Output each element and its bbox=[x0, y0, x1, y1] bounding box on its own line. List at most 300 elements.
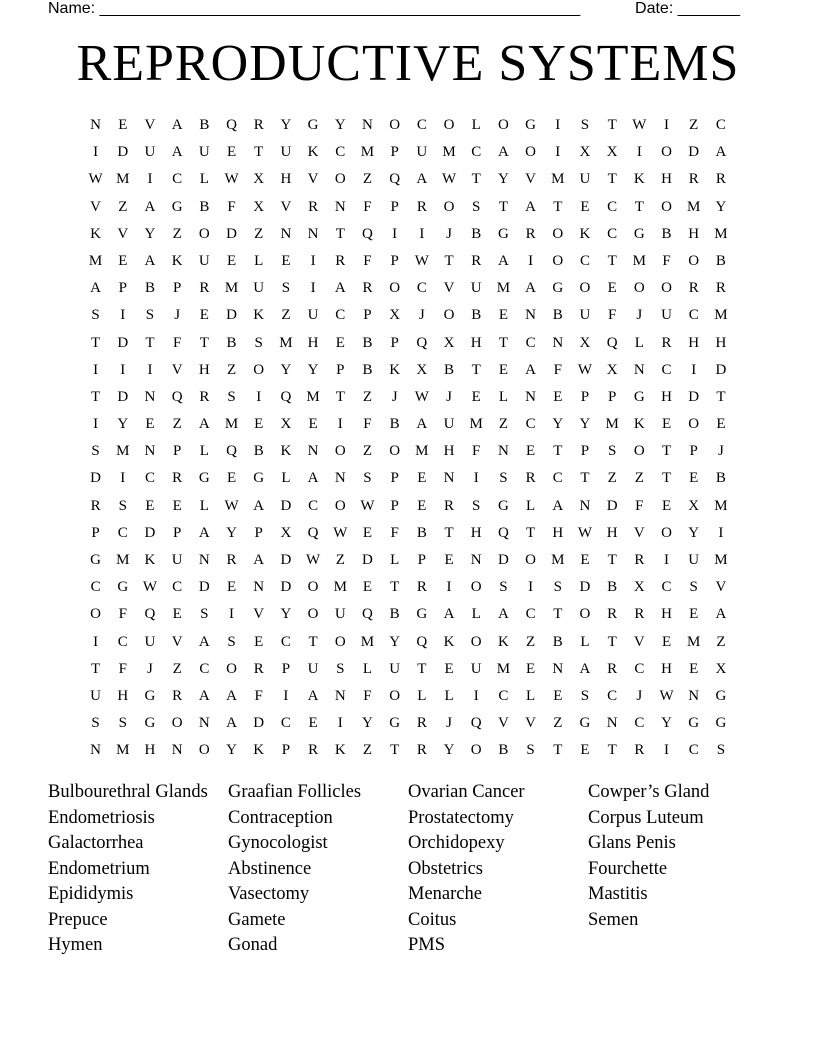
grid-letter[interactable]: M bbox=[224, 280, 239, 297]
grid-letter[interactable]: A bbox=[525, 198, 537, 215]
grid-letter[interactable]: A bbox=[198, 524, 210, 541]
grid-letter[interactable]: D bbox=[280, 552, 292, 568]
grid-letter[interactable]: T bbox=[580, 470, 590, 487]
grid-letter[interactable]: M bbox=[551, 552, 565, 568]
grid-letter[interactable]: C bbox=[661, 579, 672, 596]
grid-letter[interactable]: S bbox=[363, 470, 372, 487]
grid-letter[interactable]: Z bbox=[172, 416, 182, 433]
grid-letter[interactable]: M bbox=[496, 280, 511, 297]
grid-letter[interactable]: G bbox=[715, 715, 727, 732]
grid-letter[interactable]: Z bbox=[172, 225, 182, 242]
grid-letter[interactable]: P bbox=[580, 388, 590, 405]
grid-letter[interactable]: Y bbox=[280, 606, 292, 623]
grid-letter[interactable]: Z bbox=[335, 552, 345, 568]
grid-letter[interactable]: F bbox=[390, 524, 399, 541]
grid-letter[interactable]: Q bbox=[171, 388, 183, 405]
grid-letter[interactable]: N bbox=[307, 225, 319, 242]
grid-letter[interactable]: E bbox=[526, 660, 536, 677]
grid-letter[interactable]: G bbox=[497, 497, 509, 514]
grid-letter[interactable]: T bbox=[471, 361, 481, 378]
grid-letter[interactable]: B bbox=[552, 633, 563, 650]
grid-letter[interactable]: S bbox=[689, 579, 698, 596]
grid-letter[interactable]: N bbox=[497, 443, 509, 460]
grid-letter[interactable]: A bbox=[525, 361, 537, 378]
grid-letter[interactable]: X bbox=[253, 171, 265, 188]
grid-letter[interactable]: P bbox=[281, 742, 291, 759]
grid-letter[interactable]: O bbox=[633, 443, 645, 460]
grid-letter[interactable]: N bbox=[470, 552, 482, 568]
grid-letter[interactable]: B bbox=[362, 334, 373, 351]
grid-letter[interactable]: P bbox=[172, 524, 182, 541]
grid-letter[interactable]: M bbox=[714, 552, 728, 568]
grid-letter[interactable]: G bbox=[253, 470, 265, 487]
grid-letter[interactable]: R bbox=[199, 388, 210, 405]
grid-letter[interactable]: V bbox=[443, 280, 455, 297]
grid-letter[interactable]: D bbox=[362, 552, 373, 568]
grid-letter[interactable]: S bbox=[472, 497, 481, 514]
grid-letter[interactable]: T bbox=[553, 443, 563, 460]
grid-letter[interactable]: C bbox=[607, 225, 618, 242]
grid-letter[interactable]: T bbox=[335, 225, 345, 242]
grid-letter[interactable]: U bbox=[470, 660, 482, 677]
grid-letter[interactable]: T bbox=[444, 524, 454, 541]
grid-letter[interactable]: I bbox=[147, 171, 153, 188]
grid-letter[interactable]: N bbox=[334, 470, 346, 487]
grid-letter[interactable]: R bbox=[634, 552, 645, 568]
grid-letter[interactable]: E bbox=[118, 252, 128, 269]
grid-letter[interactable]: I bbox=[283, 687, 289, 704]
grid-letter[interactable]: N bbox=[144, 443, 156, 460]
grid-letter[interactable]: D bbox=[606, 497, 618, 514]
grid-letter[interactable]: M bbox=[224, 416, 239, 433]
grid-letter[interactable]: E bbox=[498, 361, 508, 378]
grid-letter[interactable]: N bbox=[253, 579, 265, 596]
grid-letter[interactable]: N bbox=[198, 715, 210, 732]
grid-letter[interactable]: N bbox=[579, 497, 591, 514]
grid-letter[interactable]: S bbox=[200, 606, 209, 623]
grid-letter[interactable]: Y bbox=[497, 171, 509, 188]
grid-letter[interactable]: Y bbox=[280, 361, 292, 378]
grid-letter[interactable]: E bbox=[471, 388, 481, 405]
grid-letter[interactable]: E bbox=[689, 606, 699, 623]
grid-letter[interactable]: Q bbox=[606, 334, 618, 351]
grid-letter[interactable]: T bbox=[91, 388, 101, 405]
grid-letter[interactable]: Z bbox=[689, 117, 699, 133]
grid-letter[interactable]: R bbox=[688, 280, 699, 297]
grid-letter[interactable]: S bbox=[91, 307, 100, 324]
grid-letter[interactable]: T bbox=[553, 198, 563, 215]
grid-letter[interactable]: L bbox=[254, 252, 264, 269]
grid-letter[interactable]: A bbox=[443, 606, 455, 623]
grid-letter[interactable]: M bbox=[551, 171, 565, 188]
grid-letter[interactable]: K bbox=[280, 443, 292, 460]
grid-letter[interactable]: T bbox=[498, 334, 508, 351]
grid-letter[interactable]: K bbox=[253, 307, 265, 324]
grid-letter[interactable]: V bbox=[171, 361, 183, 378]
grid-letter[interactable]: M bbox=[415, 443, 429, 460]
grid-letter[interactable]: R bbox=[416, 742, 427, 759]
grid-letter[interactable]: N bbox=[171, 742, 183, 759]
grid-letter[interactable]: I bbox=[93, 144, 99, 161]
grid-letter[interactable]: U bbox=[280, 144, 292, 161]
grid-letter[interactable]: E bbox=[498, 307, 508, 324]
grid-letter[interactable]: U bbox=[307, 307, 319, 324]
grid-letter[interactable]: A bbox=[144, 198, 156, 215]
grid-letter[interactable]: N bbox=[606, 715, 618, 732]
grid-letter[interactable]: M bbox=[116, 742, 130, 759]
grid-letter[interactable]: A bbox=[253, 552, 265, 568]
grid-letter[interactable]: I bbox=[310, 280, 316, 297]
grid-letter[interactable]: E bbox=[226, 579, 237, 596]
grid-letter[interactable]: T bbox=[335, 388, 345, 405]
grid-letter[interactable]: U bbox=[579, 171, 591, 188]
grid-letter[interactable]: E bbox=[716, 416, 726, 433]
grid-letter[interactable]: D bbox=[226, 225, 237, 242]
grid-letter[interactable]: Q bbox=[362, 606, 373, 623]
grid-letter[interactable]: U bbox=[661, 307, 672, 324]
grid-letter[interactable]: M bbox=[116, 552, 130, 568]
grid-letter[interactable]: P bbox=[390, 470, 399, 487]
grid-letter[interactable]: E bbox=[661, 416, 672, 433]
grid-letter[interactable]: P bbox=[172, 280, 182, 297]
grid-letter[interactable]: C bbox=[525, 606, 536, 623]
grid-letter[interactable]: G bbox=[389, 715, 401, 732]
grid-letter[interactable]: E bbox=[226, 252, 237, 269]
grid-letter[interactable]: L bbox=[199, 497, 209, 514]
grid-letter[interactable]: Q bbox=[307, 524, 319, 541]
grid-letter[interactable]: T bbox=[390, 579, 400, 596]
grid-letter[interactable]: R bbox=[607, 660, 618, 677]
grid-letter[interactable]: Y bbox=[307, 361, 319, 378]
grid-letter[interactable]: P bbox=[607, 388, 617, 405]
grid-letter[interactable]: C bbox=[335, 307, 346, 324]
grid-letter[interactable]: O bbox=[525, 552, 537, 568]
grid-letter[interactable]: E bbox=[199, 307, 209, 324]
grid-letter[interactable]: F bbox=[363, 416, 372, 433]
grid-letter[interactable]: H bbox=[688, 334, 700, 351]
grid-letter[interactable]: I bbox=[664, 552, 670, 568]
grid-letter[interactable]: V bbox=[280, 198, 292, 215]
grid-letter[interactable]: E bbox=[689, 470, 699, 487]
grid-letter[interactable]: N bbox=[688, 687, 700, 704]
grid-letter[interactable]: H bbox=[117, 687, 129, 704]
grid-letter[interactable]: N bbox=[144, 388, 156, 405]
grid-letter[interactable]: W bbox=[577, 361, 593, 378]
grid-letter[interactable]: D bbox=[117, 144, 129, 161]
grid-letter[interactable]: T bbox=[716, 388, 726, 405]
grid-letter[interactable]: D bbox=[253, 715, 265, 732]
grid-letter[interactable]: S bbox=[281, 280, 291, 297]
grid-letter[interactable]: I bbox=[310, 252, 316, 269]
grid-letter[interactable]: G bbox=[715, 687, 727, 704]
grid-letter[interactable]: C bbox=[172, 579, 183, 596]
grid-letter[interactable]: T bbox=[390, 742, 400, 759]
grid-letter[interactable]: O bbox=[443, 198, 455, 215]
grid-letter[interactable]: N bbox=[552, 334, 564, 351]
grid-letter[interactable]: S bbox=[118, 715, 127, 732]
grid-letter[interactable]: A bbox=[198, 687, 210, 704]
grid-letter[interactable]: O bbox=[171, 715, 183, 732]
grid-letter[interactable]: I bbox=[555, 144, 561, 161]
grid-letter[interactable]: M bbox=[605, 416, 619, 433]
grid-letter[interactable]: N bbox=[443, 470, 455, 487]
grid-letter[interactable]: V bbox=[307, 171, 319, 188]
grid-letter[interactable]: K bbox=[90, 225, 102, 242]
grid-letter[interactable]: P bbox=[689, 443, 698, 460]
grid-letter[interactable]: H bbox=[552, 524, 564, 541]
grid-letter[interactable]: A bbox=[307, 687, 319, 704]
grid-letter[interactable]: C bbox=[199, 660, 210, 677]
grid-letter[interactable]: T bbox=[607, 171, 617, 188]
grid-letter[interactable]: C bbox=[172, 171, 183, 188]
grid-letter[interactable]: U bbox=[253, 280, 265, 297]
grid-letter[interactable]: U bbox=[90, 687, 102, 704]
grid-letter[interactable]: V bbox=[117, 225, 129, 242]
grid-letter[interactable]: R bbox=[253, 117, 264, 133]
grid-letter[interactable]: E bbox=[580, 198, 590, 215]
grid-letter[interactable]: O bbox=[334, 633, 346, 650]
grid-letter[interactable]: C bbox=[335, 144, 346, 161]
grid-letter[interactable]: E bbox=[145, 497, 155, 514]
grid-letter[interactable]: Y bbox=[226, 742, 237, 759]
grid-letter[interactable]: W bbox=[333, 524, 348, 541]
grid-letter[interactable]: C bbox=[90, 579, 101, 596]
grid-letter[interactable]: E bbox=[580, 552, 590, 568]
grid-letter[interactable]: I bbox=[528, 579, 534, 596]
grid-letter[interactable]: S bbox=[336, 660, 345, 677]
grid-letter[interactable]: R bbox=[634, 606, 645, 623]
grid-letter[interactable]: P bbox=[118, 280, 127, 297]
grid-letter[interactable]: I bbox=[664, 742, 670, 759]
grid-letter[interactable]: R bbox=[90, 497, 101, 514]
grid-letter[interactable]: I bbox=[120, 470, 126, 487]
grid-letter[interactable]: U bbox=[334, 606, 346, 623]
grid-letter[interactable]: G bbox=[171, 198, 183, 215]
grid-letter[interactable]: T bbox=[607, 552, 617, 568]
grid-letter[interactable]: A bbox=[198, 633, 210, 650]
grid-letter[interactable]: I bbox=[337, 715, 343, 732]
grid-letter[interactable]: K bbox=[633, 416, 645, 433]
grid-letter[interactable]: C bbox=[607, 198, 618, 215]
grid-letter[interactable]: A bbox=[171, 117, 183, 133]
grid-letter[interactable]: U bbox=[171, 552, 183, 568]
grid-letter[interactable]: A bbox=[307, 470, 319, 487]
grid-letter[interactable]: E bbox=[444, 660, 454, 677]
grid-letter[interactable]: A bbox=[144, 252, 156, 269]
grid-letter[interactable]: K bbox=[389, 361, 401, 378]
grid-letter[interactable]: J bbox=[636, 687, 643, 704]
grid-letter[interactable]: D bbox=[117, 388, 129, 405]
grid-letter[interactable]: T bbox=[417, 660, 427, 677]
grid-letter[interactable]: O bbox=[443, 117, 455, 133]
grid-letter[interactable]: E bbox=[335, 334, 345, 351]
grid-letter[interactable]: P bbox=[172, 443, 182, 460]
grid-letter[interactable]: G bbox=[552, 280, 564, 297]
grid-letter[interactable]: S bbox=[91, 443, 100, 460]
grid-letter[interactable]: M bbox=[279, 334, 293, 351]
grid-letter[interactable]: N bbox=[307, 443, 319, 460]
grid-letter[interactable]: U bbox=[198, 252, 210, 269]
grid-letter[interactable]: J bbox=[418, 307, 425, 324]
grid-letter[interactable]: R bbox=[525, 470, 536, 487]
grid-letter[interactable]: Y bbox=[715, 198, 727, 215]
grid-letter[interactable]: C bbox=[144, 470, 155, 487]
grid-letter[interactable]: Z bbox=[254, 225, 264, 242]
grid-letter[interactable]: C bbox=[498, 687, 509, 704]
grid-letter[interactable]: F bbox=[662, 252, 671, 269]
grid-letter[interactable]: D bbox=[688, 388, 700, 405]
grid-letter[interactable]: M bbox=[116, 171, 130, 188]
grid-letter[interactable]: H bbox=[661, 606, 672, 623]
grid-letter[interactable]: H bbox=[307, 334, 319, 351]
grid-letter[interactable]: A bbox=[715, 606, 727, 623]
grid-letter[interactable]: Q bbox=[497, 524, 509, 541]
grid-letter[interactable]: R bbox=[199, 280, 210, 297]
grid-letter[interactable]: J bbox=[446, 715, 452, 732]
grid-letter[interactable]: D bbox=[90, 470, 102, 487]
grid-letter[interactable]: N bbox=[90, 742, 102, 759]
grid-letter[interactable]: E bbox=[417, 470, 427, 487]
grid-letter[interactable]: D bbox=[144, 524, 156, 541]
grid-letter[interactable]: Q bbox=[470, 715, 482, 732]
grid-letter[interactable]: M bbox=[687, 633, 701, 650]
grid-letter[interactable]: F bbox=[363, 687, 372, 704]
grid-letter[interactable]: B bbox=[471, 307, 482, 324]
grid-letter[interactable]: X bbox=[606, 144, 618, 161]
grid-letter[interactable]: U bbox=[198, 144, 210, 161]
grid-letter[interactable]: Y bbox=[144, 225, 156, 242]
grid-letter[interactable]: R bbox=[308, 742, 319, 759]
grid-letter[interactable]: Z bbox=[172, 660, 182, 677]
grid-letter[interactable]: B bbox=[253, 443, 264, 460]
grid-letter[interactable]: T bbox=[661, 443, 672, 460]
grid-letter[interactable]: E bbox=[580, 742, 590, 759]
grid-letter[interactable]: O bbox=[389, 117, 401, 133]
grid-letter[interactable]: A bbox=[497, 252, 509, 269]
grid-letter[interactable]: O bbox=[470, 742, 482, 759]
grid-letter[interactable]: S bbox=[607, 443, 617, 460]
grid-letter[interactable]: E bbox=[172, 497, 182, 514]
grid-letter[interactable]: A bbox=[497, 144, 509, 161]
grid-letter[interactable]: M bbox=[88, 252, 103, 269]
grid-letter[interactable]: T bbox=[199, 334, 209, 351]
grid-letter[interactable]: O bbox=[688, 416, 700, 433]
grid-letter[interactable]: C bbox=[308, 497, 319, 514]
grid-letter[interactable]: B bbox=[444, 361, 455, 378]
grid-letter[interactable]: L bbox=[471, 117, 481, 133]
grid-letter[interactable]: R bbox=[471, 252, 482, 269]
grid-letter[interactable]: Q bbox=[389, 171, 401, 188]
grid-letter[interactable]: A bbox=[715, 144, 727, 161]
grid-letter[interactable]: L bbox=[444, 687, 454, 704]
grid-letter[interactable]: L bbox=[580, 633, 590, 650]
grid-letter[interactable]: J bbox=[446, 225, 452, 242]
grid-letter[interactable]: C bbox=[688, 307, 699, 324]
grid-letter[interactable]: O bbox=[661, 198, 672, 215]
grid-letter[interactable]: U bbox=[307, 660, 319, 677]
grid-letter[interactable]: W bbox=[577, 524, 593, 541]
grid-letter[interactable]: L bbox=[362, 660, 373, 677]
grid-letter[interactable]: W bbox=[414, 252, 429, 269]
grid-letter[interactable]: Y bbox=[334, 117, 346, 133]
grid-letter[interactable]: V bbox=[715, 579, 727, 596]
grid-letter[interactable]: G bbox=[307, 117, 319, 133]
grid-letter[interactable]: D bbox=[497, 552, 509, 568]
grid-letter[interactable]: O bbox=[661, 280, 672, 297]
grid-letter[interactable]: M bbox=[116, 443, 130, 460]
grid-letter[interactable]: R bbox=[172, 687, 183, 704]
grid-letter[interactable]: L bbox=[199, 171, 209, 188]
grid-letter[interactable]: D bbox=[280, 579, 292, 596]
grid-letter[interactable]: H bbox=[144, 742, 156, 759]
grid-letter[interactable]: S bbox=[499, 579, 508, 596]
grid-letter[interactable]: A bbox=[171, 144, 183, 161]
grid-letter[interactable]: Y bbox=[443, 742, 455, 759]
grid-letter[interactable]: N bbox=[525, 388, 537, 405]
grid-letter[interactable]: A bbox=[416, 416, 428, 433]
grid-letter[interactable]: R bbox=[308, 198, 319, 215]
grid-letter[interactable]: G bbox=[497, 225, 509, 242]
grid-letter[interactable]: Q bbox=[416, 334, 428, 351]
grid-letter[interactable]: J bbox=[446, 388, 452, 405]
grid-letter[interactable]: H bbox=[688, 225, 700, 242]
grid-letter[interactable]: L bbox=[199, 443, 209, 460]
grid-letter[interactable]: J bbox=[717, 443, 724, 460]
grid-letter[interactable]: M bbox=[496, 660, 511, 677]
grid-letter[interactable]: P bbox=[417, 552, 427, 568]
grid-letter[interactable]: S bbox=[716, 742, 726, 759]
grid-letter[interactable]: E bbox=[172, 606, 182, 623]
grid-letter[interactable]: R bbox=[172, 470, 183, 487]
grid-letter[interactable]: V bbox=[633, 633, 645, 650]
grid-letter[interactable]: H bbox=[661, 171, 672, 188]
grid-letter[interactable]: U bbox=[470, 280, 482, 297]
grid-letter[interactable]: O bbox=[661, 524, 672, 541]
grid-letter[interactable]: X bbox=[253, 198, 265, 215]
grid-letter[interactable]: V bbox=[253, 606, 265, 623]
grid-letter[interactable]: O bbox=[633, 280, 645, 297]
grid-letter[interactable]: D bbox=[280, 497, 292, 514]
grid-letter[interactable]: O bbox=[688, 252, 700, 269]
grid-letter[interactable]: X bbox=[715, 660, 727, 677]
grid-letter[interactable]: A bbox=[416, 171, 428, 188]
grid-letter[interactable]: L bbox=[634, 334, 644, 351]
grid-letter[interactable]: R bbox=[335, 252, 346, 269]
grid-letter[interactable]: F bbox=[172, 334, 182, 351]
grid-letter[interactable]: O bbox=[470, 633, 482, 650]
grid-letter[interactable]: Z bbox=[281, 307, 291, 324]
grid-letter[interactable]: L bbox=[417, 687, 427, 704]
grid-letter[interactable]: M bbox=[714, 225, 728, 242]
grid-letter[interactable]: A bbox=[253, 497, 265, 514]
grid-letter[interactable]: U bbox=[144, 144, 156, 161]
grid-letter[interactable]: N bbox=[280, 225, 292, 242]
grid-letter[interactable]: K bbox=[171, 252, 183, 269]
grid-letter[interactable]: P bbox=[390, 252, 399, 269]
grid-letter[interactable]: P bbox=[580, 443, 590, 460]
grid-letter[interactable]: C bbox=[552, 470, 563, 487]
grid-letter[interactable]: S bbox=[499, 470, 508, 487]
grid-letter[interactable]: O bbox=[552, 252, 564, 269]
grid-letter[interactable]: T bbox=[607, 742, 617, 759]
grid-letter[interactable]: G bbox=[117, 579, 129, 596]
grid-letter[interactable]: Q bbox=[226, 117, 237, 133]
grid-letter[interactable]: X bbox=[416, 361, 428, 378]
grid-letter[interactable]: P bbox=[390, 497, 399, 514]
grid-letter[interactable]: B bbox=[389, 606, 400, 623]
grid-letter[interactable]: L bbox=[526, 687, 536, 704]
grid-letter[interactable]: I bbox=[473, 470, 479, 487]
